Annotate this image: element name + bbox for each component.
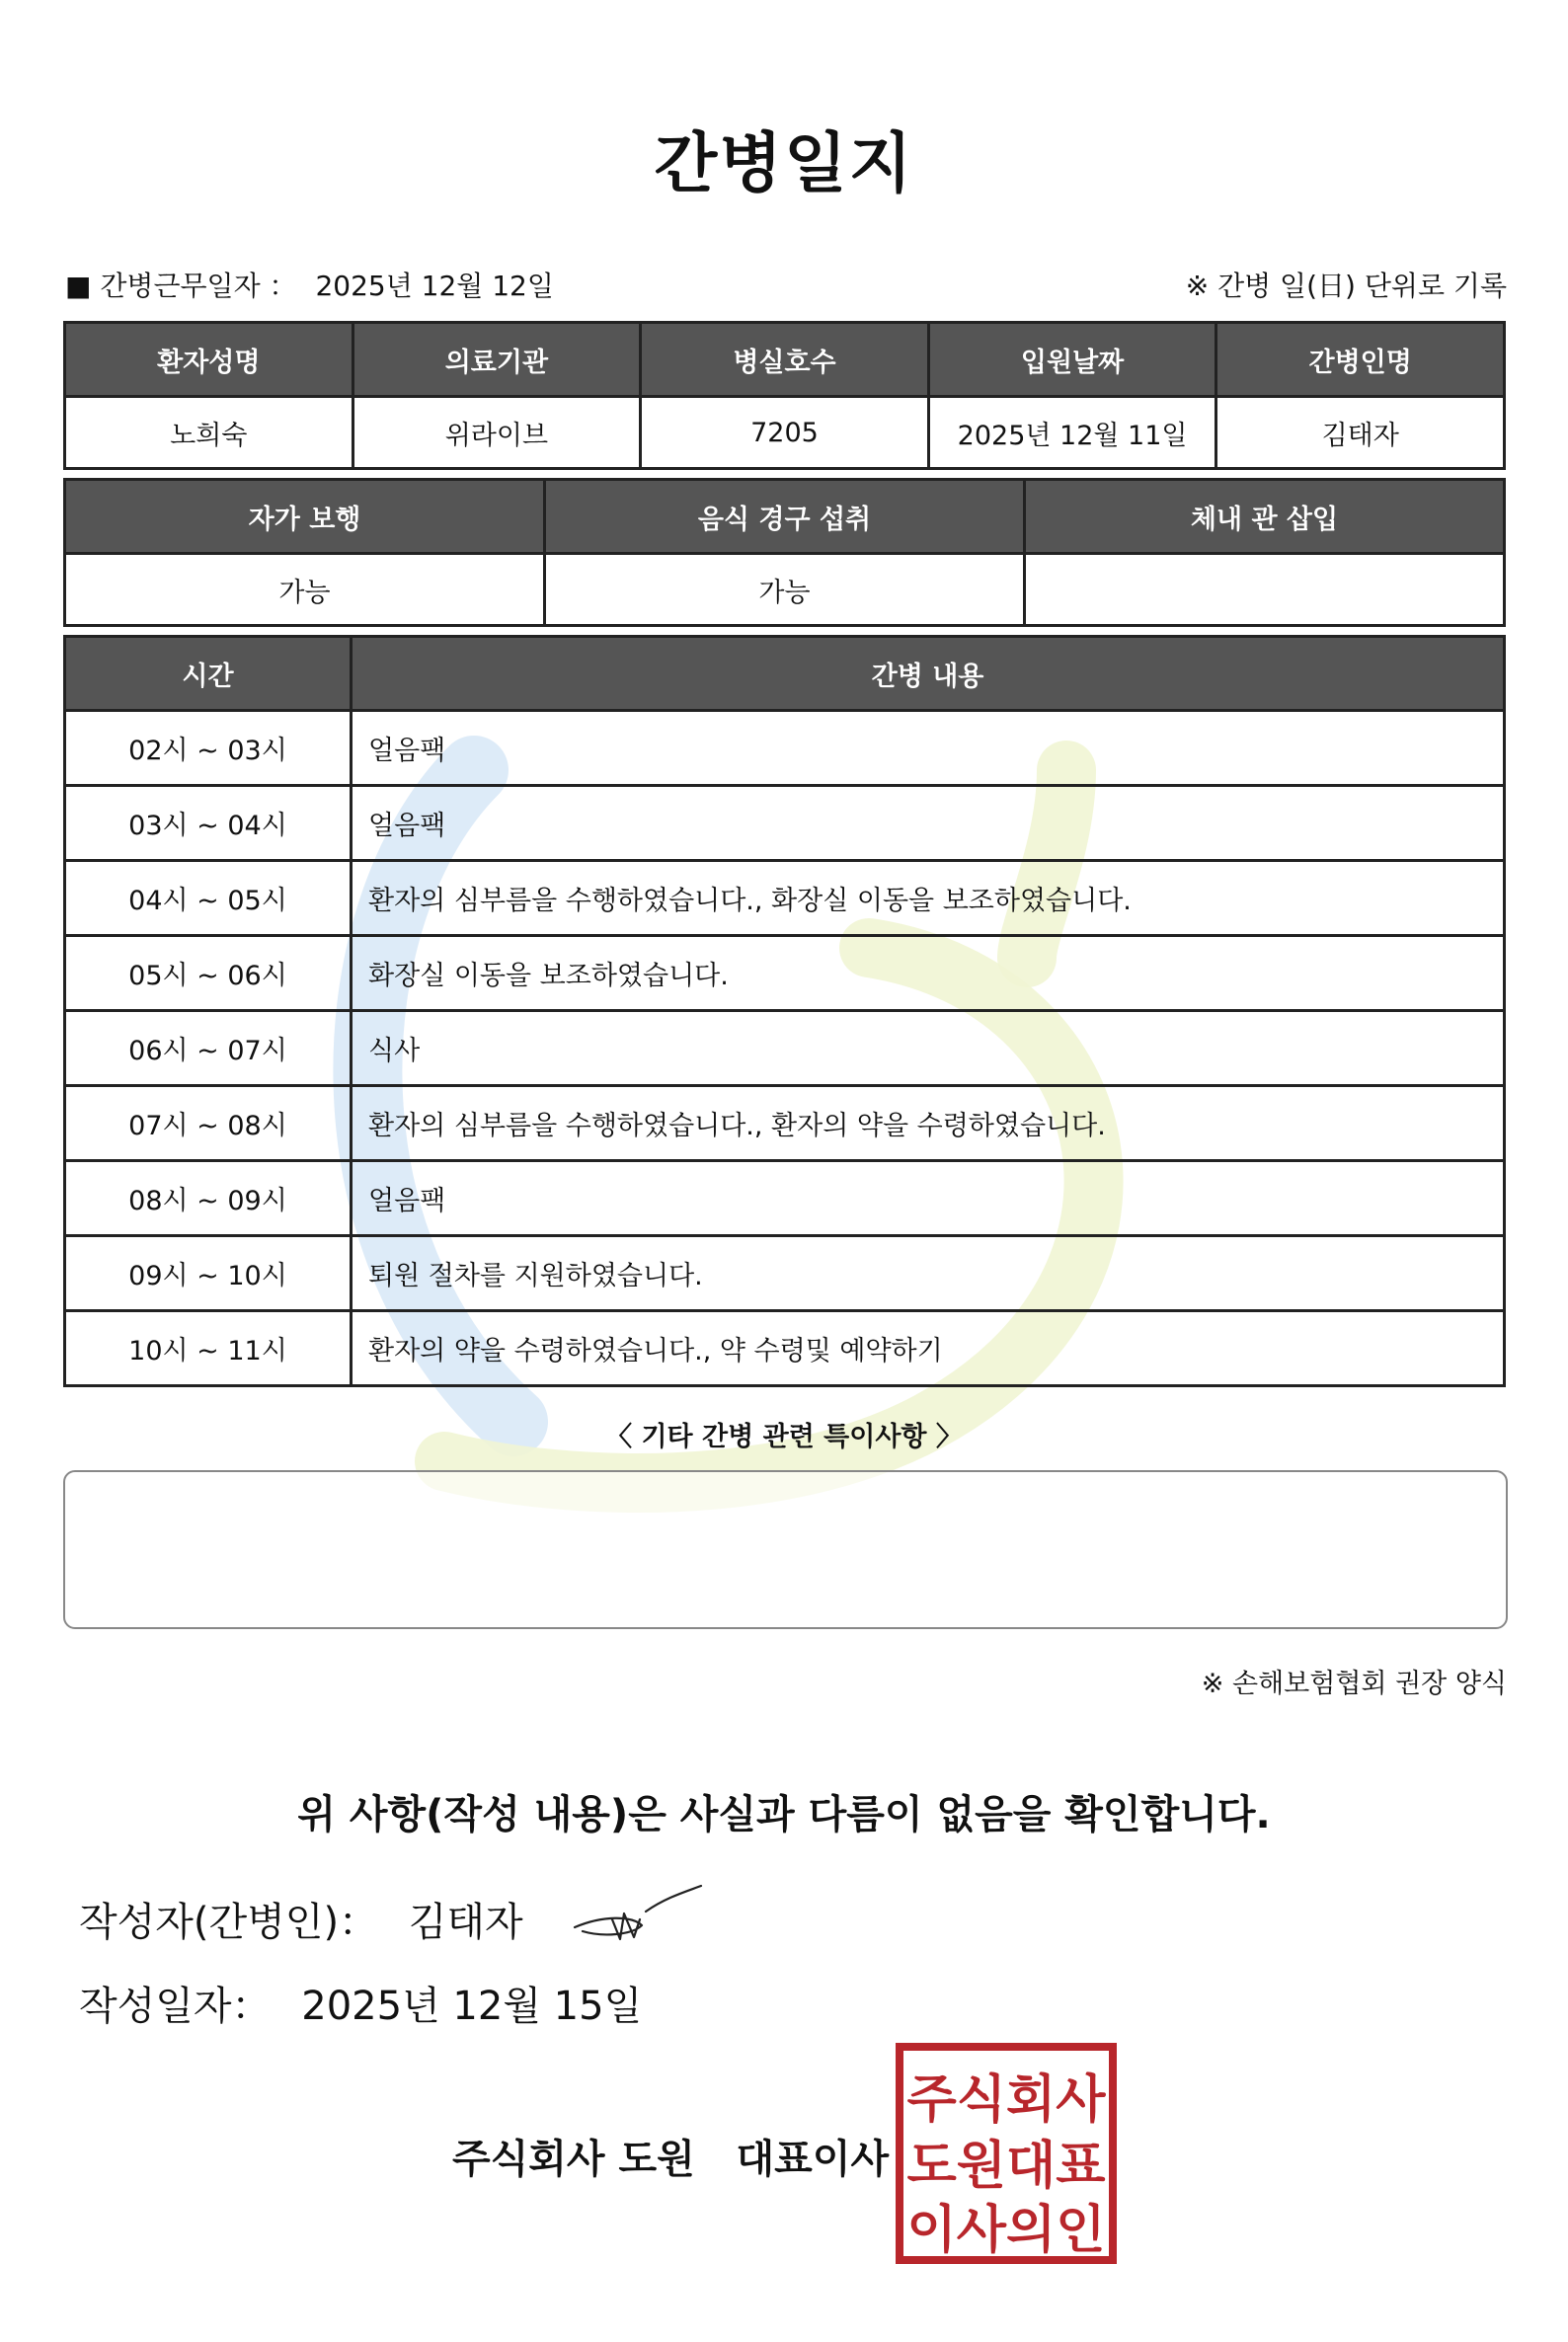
room-number-value: 7205: [641, 397, 929, 469]
table-row: [65, 861, 1505, 936]
table-row: [65, 1011, 1505, 1086]
company-representative: 주식회사 도원 대표이사: [452, 2137, 890, 2182]
time-cell: 03시 ~ 04시: [65, 786, 352, 861]
table-row: [65, 1311, 1505, 1386]
seal-line-3: 이사의인: [906, 2201, 1106, 2260]
content-cell: 퇴원 절차를 지원하였습니다.: [352, 1236, 1505, 1311]
written-date-label: 작성일자：: [79, 1984, 272, 2029]
document-title: 간병일지: [654, 125, 914, 201]
written-date-line: [79, 1975, 642, 2031]
time-cell: 09시 ~ 10시: [65, 1236, 352, 1311]
seal-line-1: 주식회사: [906, 2070, 1106, 2130]
info-value-row: [65, 397, 1505, 469]
tube-insertion-value: [1025, 554, 1505, 626]
header-time: 시간: [65, 637, 352, 711]
header-tube-insertion: 체내 관 삽입: [1025, 480, 1505, 554]
self-walking-value: 가능: [65, 554, 545, 626]
caregiver-name-value: 김태자: [1216, 397, 1505, 469]
time-cell: 06시 ~ 07시: [65, 1011, 352, 1086]
content-cell: 식사: [352, 1011, 1505, 1086]
confirmation-statement: 위 사항(작성 내용)은 사실과 다름이 없음을 확인합니다.: [297, 1792, 1271, 1837]
header-admission-date: 입원날짜: [928, 323, 1216, 397]
admission-date-value: 2025년 12월 11일: [928, 397, 1216, 469]
time-cell: 07시 ~ 08시: [65, 1086, 352, 1161]
status-header-row: [65, 480, 1505, 554]
time-cell: 10시 ~ 11시: [65, 1311, 352, 1386]
table-row: [65, 711, 1505, 786]
table-row: [65, 1086, 1505, 1161]
care-log-table: [63, 635, 1506, 1387]
form-source-note: ※ 손해보험협회 권장 양식: [1201, 1669, 1507, 1699]
header-patient-name: 환자성명: [65, 323, 353, 397]
content-cell: 얼음팩: [352, 786, 1505, 861]
header-self-walking: 자가 보행: [65, 480, 545, 554]
patient-info-table: [63, 321, 1506, 470]
work-date-label: ■ 간병근무일자 ：: [65, 270, 297, 302]
seal-line-2: 도원대표: [906, 2137, 1106, 2196]
content-cell: 환자의 심부름을 수행하였습니다., 화장실 이동을 보조하였습니다.: [352, 861, 1505, 936]
status-value-row: [65, 554, 1505, 626]
company-seal-stamp: [895, 2042, 1118, 2265]
header-room-number: 병실호수: [641, 323, 929, 397]
table-row: [65, 936, 1505, 1011]
time-cell: 05시 ~ 06시: [65, 936, 352, 1011]
writer-name: 김태자: [408, 1900, 523, 1945]
content-cell: 얼음팩: [352, 1161, 1505, 1236]
table-row: [65, 1236, 1505, 1311]
work-date-value: 2025년 12월 12일: [315, 270, 554, 302]
table-row: [65, 786, 1505, 861]
writer-line: [79, 1891, 523, 1947]
header-oral-intake: 음식 경구 섭취: [545, 480, 1025, 554]
notes-title: 〈 기타 간병 관련 특이사항 〉: [605, 1422, 963, 1452]
content-cell: 환자의 약을 수령하였습니다., 약 수령및 예약하기: [352, 1311, 1505, 1386]
info-header-row: [65, 323, 1505, 397]
unit-note: ※ 간병 일(日) 단위로 기록: [1185, 270, 1507, 302]
patient-name-value: 노희숙: [65, 397, 353, 469]
time-cell: 02시 ~ 03시: [65, 711, 352, 786]
time-cell: 08시 ~ 09시: [65, 1161, 352, 1236]
content-cell: 화장실 이동을 보조하였습니다.: [352, 936, 1505, 1011]
writer-label: 작성자(간병인)：: [79, 1900, 379, 1945]
patient-status-table: [63, 478, 1506, 627]
written-date-value: 2025년 12월 15일: [301, 1984, 643, 2029]
content-cell: 얼음팩: [352, 711, 1505, 786]
notes-box: [63, 1470, 1508, 1629]
time-cell: 04시 ~ 05시: [65, 861, 352, 936]
institution-value: 위라이브: [353, 397, 641, 469]
content-cell: 환자의 심부름을 수행하였습니다., 환자의 약을 수령하였습니다.: [352, 1086, 1505, 1161]
handwritten-signature: [563, 1876, 711, 1955]
oral-intake-value: 가능: [545, 554, 1025, 626]
header-institution: 의료기관: [353, 323, 641, 397]
log-header-row: [65, 637, 1505, 711]
header-care-content: 간병 내용: [352, 637, 1505, 711]
work-date-line: [65, 265, 554, 304]
header-caregiver-name: 간병인명: [1216, 323, 1505, 397]
table-row: [65, 1161, 1505, 1236]
